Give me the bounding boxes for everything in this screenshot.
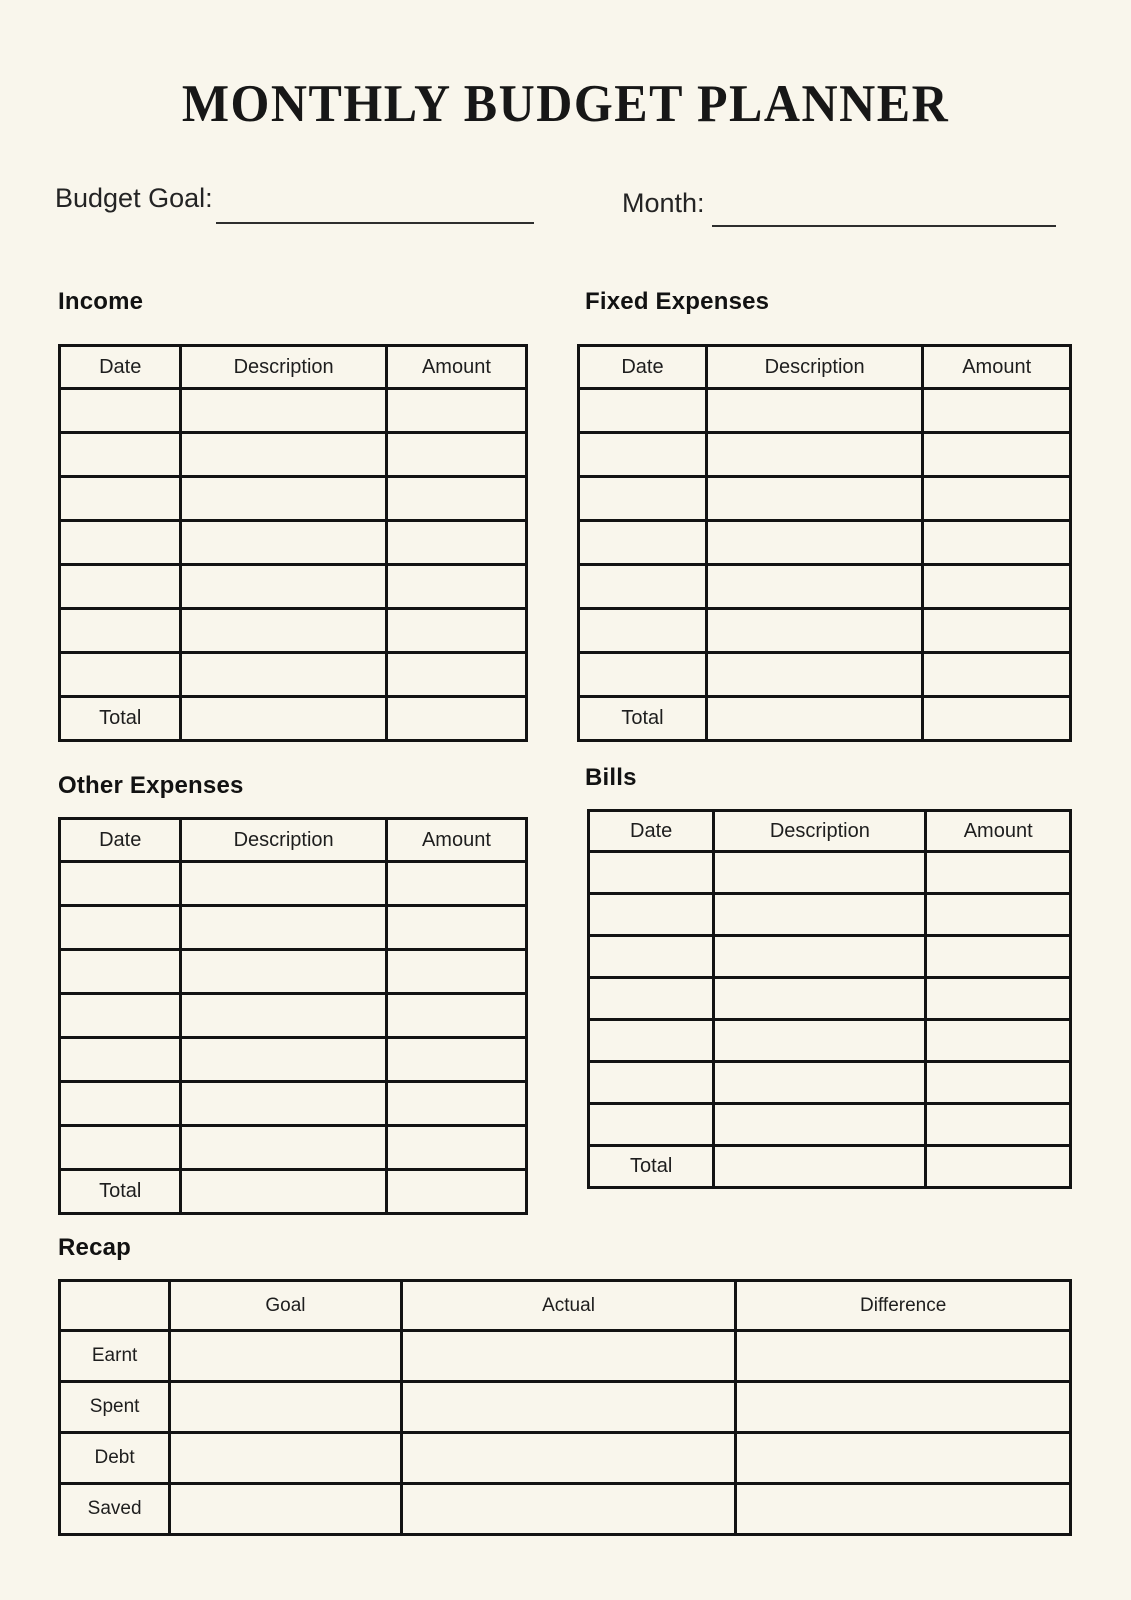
empty-cell[interactable] — [181, 862, 386, 906]
empty-cell[interactable] — [589, 894, 714, 936]
fixed-expenses-heading: Fixed Expenses — [585, 288, 770, 315]
empty-cell[interactable] — [60, 950, 181, 994]
header-row — [589, 811, 1071, 852]
empty-cell[interactable] — [714, 852, 926, 894]
empty-cell[interactable] — [579, 389, 707, 433]
empty-cell[interactable] — [706, 389, 922, 433]
empty-cell[interactable] — [181, 906, 386, 950]
column-header-actual: Actual — [401, 1281, 736, 1331]
fixed-expenses-section — [577, 288, 1072, 742]
income-table — [58, 344, 528, 742]
empty-cell[interactable] — [926, 1020, 1071, 1062]
empty-cell[interactable] — [714, 1020, 926, 1062]
empty-cell[interactable] — [714, 978, 926, 1020]
empty-cell[interactable] — [386, 950, 526, 994]
empty-cell[interactable] — [579, 477, 707, 521]
table-row — [579, 389, 1071, 433]
bills-heading: Bills — [585, 764, 637, 791]
table-row — [60, 906, 527, 950]
column-header-amount: Amount — [386, 819, 526, 862]
empty-cell[interactable] — [386, 389, 526, 433]
empty-cell[interactable] — [60, 609, 181, 653]
empty-cell[interactable] — [706, 433, 922, 477]
column-header-goal: Goal — [170, 1281, 402, 1331]
total-amount-cell[interactable] — [923, 697, 1071, 741]
total-description-cell[interactable] — [181, 1170, 386, 1214]
empty-cell[interactable] — [60, 1126, 181, 1170]
empty-cell[interactable] — [181, 477, 386, 521]
empty-cell[interactable] — [386, 1082, 526, 1126]
total-row — [589, 1146, 1071, 1188]
empty-cell[interactable] — [714, 936, 926, 978]
empty-cell[interactable] — [736, 1382, 1071, 1433]
table-row — [60, 950, 527, 994]
other-expenses-heading: Other Expenses — [58, 772, 244, 799]
total-row — [579, 697, 1071, 741]
empty-cell[interactable] — [589, 1104, 714, 1146]
table-row — [589, 894, 1071, 936]
empty-cell[interactable] — [926, 936, 1071, 978]
recap-row — [60, 1484, 1071, 1535]
recap-row — [60, 1331, 1071, 1382]
empty-cell[interactable] — [60, 433, 181, 477]
empty-cell[interactable] — [181, 521, 386, 565]
empty-cell[interactable] — [923, 653, 1071, 697]
empty-cell[interactable] — [706, 609, 922, 653]
empty-cell[interactable] — [386, 653, 526, 697]
recap-row — [60, 1433, 1071, 1484]
recap-heading: Recap — [58, 1234, 132, 1261]
empty-cell[interactable] — [579, 609, 707, 653]
table-row — [60, 653, 527, 697]
empty-cell[interactable] — [579, 653, 707, 697]
table-row — [60, 1082, 527, 1126]
total-label: Total — [589, 1146, 714, 1188]
empty-cell[interactable] — [706, 521, 922, 565]
table-row — [60, 389, 527, 433]
empty-cell[interactable] — [386, 477, 526, 521]
empty-cell[interactable] — [589, 1062, 714, 1104]
empty-cell[interactable] — [170, 1382, 402, 1433]
empty-cell[interactable] — [706, 565, 922, 609]
empty-cell[interactable] — [401, 1382, 736, 1433]
bills-section — [587, 764, 1072, 1189]
column-header-date: Date — [60, 346, 181, 389]
table-row — [579, 433, 1071, 477]
empty-cell[interactable] — [60, 565, 181, 609]
table-row — [60, 565, 527, 609]
empty-cell[interactable] — [706, 653, 922, 697]
total-description-cell[interactable] — [714, 1146, 926, 1188]
empty-cell[interactable] — [181, 1126, 386, 1170]
empty-cell[interactable] — [181, 565, 386, 609]
total-label: Total — [579, 697, 707, 741]
empty-cell[interactable] — [181, 1082, 386, 1126]
empty-cell[interactable] — [923, 477, 1071, 521]
empty-cell[interactable] — [386, 906, 526, 950]
table-row — [579, 653, 1071, 697]
table-row — [579, 565, 1071, 609]
column-header-date: Date — [60, 819, 181, 862]
empty-cell[interactable] — [170, 1433, 402, 1484]
column-header-amount: Amount — [923, 346, 1071, 389]
table-row — [589, 1020, 1071, 1062]
budget-goal-input[interactable] — [216, 222, 534, 224]
other-expenses-section — [58, 772, 528, 1215]
header-row — [60, 346, 527, 389]
empty-cell[interactable] — [181, 653, 386, 697]
empty-cell[interactable] — [926, 852, 1071, 894]
month-input[interactable] — [712, 225, 1056, 227]
recap-row-label: Saved — [60, 1484, 170, 1535]
empty-cell[interactable] — [714, 894, 926, 936]
empty-cell[interactable] — [589, 1020, 714, 1062]
empty-cell[interactable] — [926, 1104, 1071, 1146]
recap-row-label: Debt — [60, 1433, 170, 1484]
empty-cell[interactable] — [579, 521, 707, 565]
empty-cell[interactable] — [181, 950, 386, 994]
column-header-description: Description — [706, 346, 922, 389]
empty-cell[interactable] — [923, 389, 1071, 433]
empty-cell[interactable] — [579, 433, 707, 477]
empty-cell[interactable] — [181, 609, 386, 653]
empty-cell[interactable] — [386, 862, 526, 906]
empty-cell[interactable] — [386, 433, 526, 477]
empty-cell[interactable] — [923, 609, 1071, 653]
column-header-amount: Amount — [386, 346, 526, 389]
table-row — [579, 521, 1071, 565]
bills-table — [587, 809, 1072, 1189]
empty-cell[interactable] — [589, 936, 714, 978]
empty-cell[interactable] — [60, 906, 181, 950]
empty-cell[interactable] — [714, 1104, 926, 1146]
income-section — [58, 288, 528, 742]
empty-cell[interactable] — [60, 653, 181, 697]
empty-cell[interactable] — [170, 1331, 402, 1382]
empty-cell[interactable] — [181, 1038, 386, 1082]
empty-cell[interactable] — [923, 433, 1071, 477]
empty-cell[interactable] — [60, 477, 181, 521]
table-row — [60, 994, 527, 1038]
empty-cell[interactable] — [401, 1484, 736, 1535]
empty-cell[interactable] — [589, 978, 714, 1020]
column-header-date: Date — [579, 346, 707, 389]
header-row — [579, 346, 1071, 389]
empty-cell[interactable] — [386, 565, 526, 609]
recap-corner-cell — [60, 1281, 170, 1331]
empty-cell[interactable] — [736, 1433, 1071, 1484]
table-row — [60, 521, 527, 565]
total-amount-cell[interactable] — [386, 1170, 526, 1214]
month-label: Month: — [622, 188, 705, 218]
empty-cell[interactable] — [589, 852, 714, 894]
recap-row-label: Earnt — [60, 1331, 170, 1382]
table-row — [589, 936, 1071, 978]
recap-row — [60, 1382, 1071, 1433]
header-row — [60, 1281, 1071, 1331]
empty-cell[interactable] — [181, 994, 386, 1038]
column-header-description: Description — [181, 819, 386, 862]
empty-cell[interactable] — [923, 565, 1071, 609]
table-row — [589, 978, 1071, 1020]
empty-cell[interactable] — [401, 1331, 736, 1382]
column-header-description: Description — [714, 811, 926, 852]
table-row — [579, 477, 1071, 521]
page-title: MONTHLY BUDGET PLANNER — [181, 73, 950, 133]
empty-cell[interactable] — [736, 1484, 1071, 1535]
empty-cell[interactable] — [386, 609, 526, 653]
column-header-description: Description — [181, 346, 386, 389]
empty-cell[interactable] — [706, 477, 922, 521]
total-amount-cell[interactable] — [386, 697, 526, 741]
empty-cell[interactable] — [60, 389, 181, 433]
empty-cell[interactable] — [386, 994, 526, 1038]
table-row — [60, 433, 527, 477]
empty-cell[interactable] — [181, 433, 386, 477]
total-row — [60, 697, 527, 741]
recap-table — [58, 1279, 1072, 1536]
table-row — [60, 477, 527, 521]
empty-cell[interactable] — [926, 1062, 1071, 1104]
total-amount-cell[interactable] — [926, 1146, 1071, 1188]
total-label: Total — [60, 1170, 181, 1214]
empty-cell[interactable] — [386, 1126, 526, 1170]
income-heading: Income — [58, 288, 144, 315]
table-row — [60, 609, 527, 653]
empty-cell[interactable] — [170, 1484, 402, 1535]
empty-cell[interactable] — [926, 894, 1071, 936]
recap-row-label: Spent — [60, 1382, 170, 1433]
empty-cell[interactable] — [60, 994, 181, 1038]
column-header-difference: Difference — [736, 1281, 1071, 1331]
empty-cell[interactable] — [60, 1082, 181, 1126]
empty-cell[interactable] — [60, 1038, 181, 1082]
table-row — [589, 1104, 1071, 1146]
table-row — [60, 862, 527, 906]
empty-cell[interactable] — [181, 389, 386, 433]
column-header-date: Date — [589, 811, 714, 852]
table-row — [60, 1126, 527, 1170]
fixed-expenses-table — [577, 344, 1072, 742]
table-row — [60, 1038, 527, 1082]
empty-cell[interactable] — [386, 1038, 526, 1082]
header-row — [60, 819, 527, 862]
empty-cell[interactable] — [386, 521, 526, 565]
empty-cell[interactable] — [926, 978, 1071, 1020]
empty-cell[interactable] — [60, 862, 181, 906]
table-row — [589, 852, 1071, 894]
empty-cell[interactable] — [401, 1433, 736, 1484]
column-header-amount: Amount — [926, 811, 1071, 852]
budget-goal-label: Budget Goal: — [55, 183, 213, 213]
other-expenses-table — [58, 817, 528, 1215]
empty-cell[interactable] — [736, 1331, 1071, 1382]
empty-cell[interactable] — [923, 521, 1071, 565]
recap-section — [58, 1234, 1072, 1536]
total-label: Total — [60, 697, 181, 741]
table-row — [579, 609, 1071, 653]
empty-cell[interactable] — [579, 565, 707, 609]
table-row — [589, 1062, 1071, 1104]
total-row — [60, 1170, 527, 1214]
total-description-cell[interactable] — [706, 697, 922, 741]
total-description-cell[interactable] — [181, 697, 386, 741]
empty-cell[interactable] — [60, 521, 181, 565]
empty-cell[interactable] — [714, 1062, 926, 1104]
